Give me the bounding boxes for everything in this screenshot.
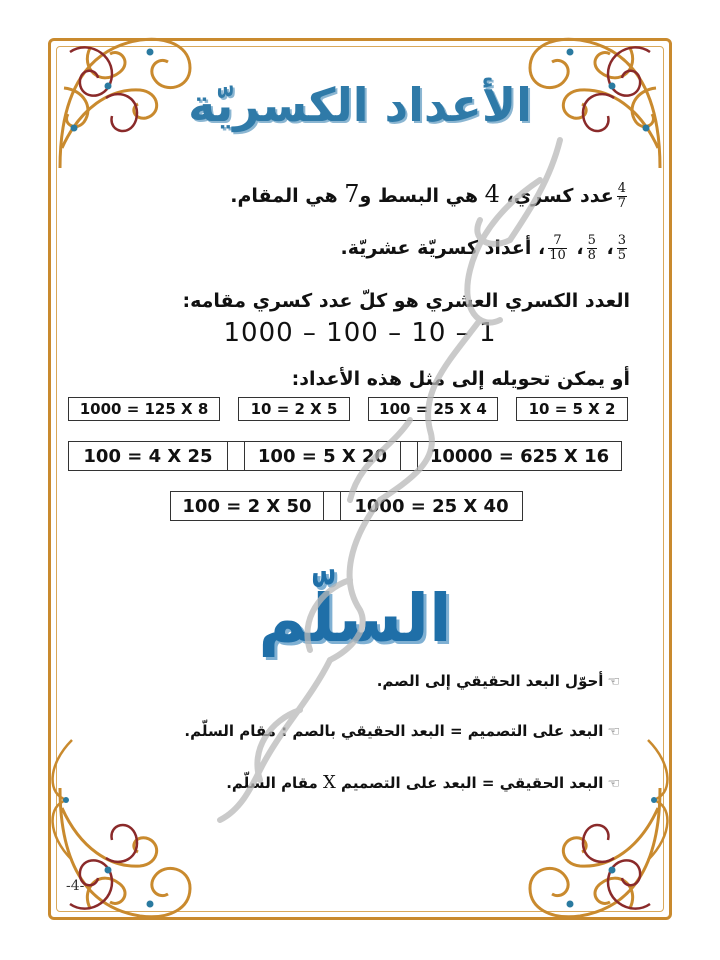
fraction-5-8: $\frac{5}{8}$ [587, 233, 596, 263]
products-row-3 [170, 491, 523, 521]
bullet-item: ☜البعد على التصميم = البعد الحقيقي بالصم : مقام السلّم. [184, 722, 620, 740]
decimal-fractions-examples-line: $\frac{3}{5}$ ، $\frac{5}{8}$ ، $\frac{7}{10}$ ، أعداد كسريّة عشريّة. [340, 233, 626, 263]
page-number: -4- [66, 878, 85, 894]
page-title: الأعداد الكسريّة [188, 78, 532, 132]
product-box: 10 = 5 X 2 [516, 397, 628, 421]
fraction-4-7: $\frac{4}{7}$ [617, 181, 626, 211]
decimal-fraction-definition: العدد الكسري العشري هو كلّ عدد كسري مقامه: [182, 290, 630, 312]
fraction-definition-line: $\frac{4}{7}$ عدد كسري، 4 هي البسط و7 هي المقام. [230, 180, 626, 211]
products-row-1 [68, 397, 628, 421]
products-row-2 [68, 441, 622, 471]
product-box: 10000 = 625 X 16 [418, 441, 622, 471]
denominators-sequence: 1000 – 100 – 10 – 1 [223, 318, 497, 348]
product-box: 100 = 2 X 50 [170, 491, 324, 521]
fraction-7-10: $\frac{7}{10}$ [549, 233, 566, 263]
pointing-hand-icon: ☜ [607, 674, 620, 690]
bullet-item: ☜أحوّل البعد الحقيقي إلى الصم. [376, 672, 620, 690]
product-box: 10 = 2 X 5 [238, 397, 350, 421]
side-ornament-icon [42, 735, 82, 865]
side-ornament-icon [638, 735, 678, 865]
product-box: 100 = 4 X 25 [68, 441, 228, 471]
conversion-intro: أو يمكن تحويله إلى مثل هذه الأعداد: [291, 368, 630, 390]
product-box: 100 = 5 X 20 [245, 441, 401, 471]
product-box: 1000 = 25 X 40 [341, 491, 523, 521]
pointing-hand-icon: ☜ [607, 724, 620, 740]
section-title: السلّم [258, 580, 452, 657]
fraction-3-5: $\frac{3}{5}$ [617, 233, 626, 263]
product-box: 100 = 25 X 4 [368, 397, 498, 421]
product-box: 1000 = 125 X 8 [68, 397, 220, 421]
pointing-hand-icon: ☜ [607, 776, 620, 792]
bullet-item: ☜البعد الحقيقي = البعد على التصميم X مقام السلّم. [226, 772, 620, 793]
